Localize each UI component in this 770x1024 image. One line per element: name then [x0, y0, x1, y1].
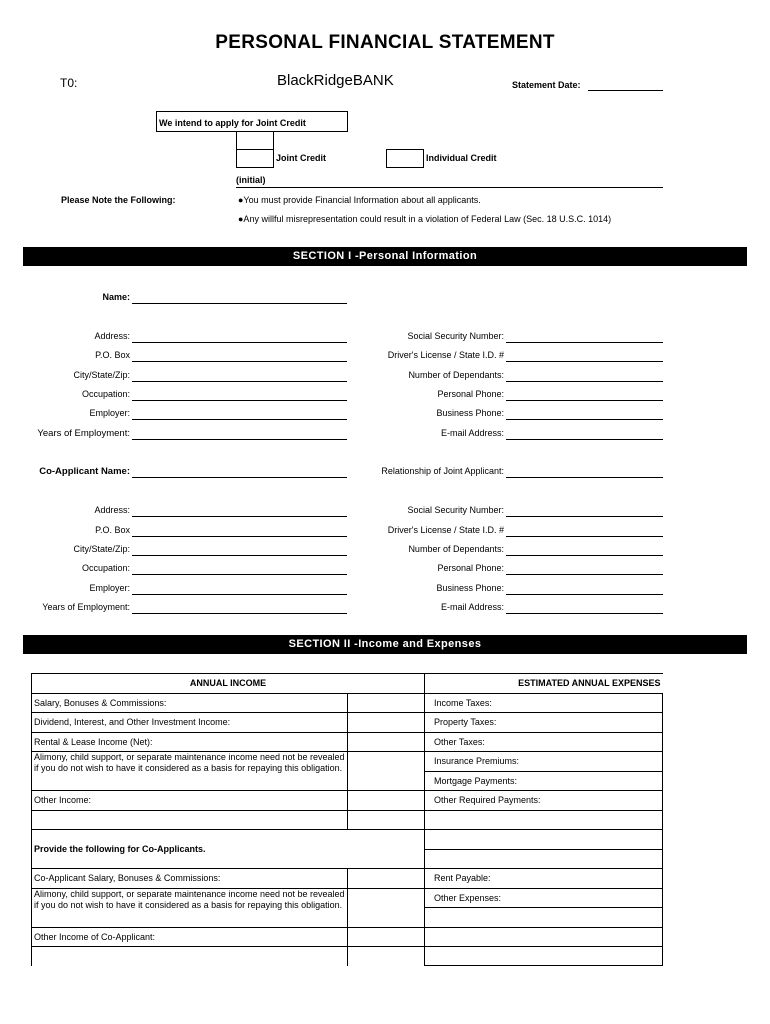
relationship-label: Relationship of Joint Applicant:	[381, 466, 504, 476]
coapplicant-ssn-label: Social Security Number:	[407, 505, 504, 515]
income-amount-cell[interactable]	[348, 733, 425, 752]
expense-label: Other Required Payments:	[425, 791, 663, 811]
joint-credit-intent-heading: We intend to apply for Joint Credit	[159, 118, 306, 128]
expense-label: Insurance Premiums:	[425, 752, 663, 772]
occupation-field[interactable]	[132, 400, 347, 401]
relationship-field[interactable]	[506, 477, 663, 478]
section-1-header: SECTION I -Personal Information	[23, 247, 747, 266]
income-amount-cell[interactable]	[348, 694, 425, 713]
coapplicant-name-label: Co-Applicant Name:	[39, 466, 130, 477]
income-amount-cell[interactable]	[348, 928, 425, 947]
dependants-field[interactable]	[506, 381, 663, 382]
income-label: Dividend, Interest, and Other Investment Income:	[32, 713, 348, 733]
ssn-field[interactable]	[506, 342, 663, 343]
individual-credit-checkbox[interactable]	[386, 149, 424, 168]
income-label: Other Income of Co-Applicant:	[32, 928, 348, 947]
employer-field[interactable]	[132, 419, 347, 420]
coapplicant-license-label: Driver's License / State I.D. #	[387, 525, 504, 535]
po-box-label: P.O. Box	[95, 350, 130, 360]
coapplicant-address-field[interactable]	[132, 516, 347, 517]
annual-income-header: ANNUAL INCOME	[32, 674, 425, 694]
coapplicant-employer-label: Employer:	[89, 583, 130, 593]
joint-credit-intent-box	[156, 111, 348, 132]
coapplicant-ssn-field[interactable]	[506, 516, 663, 517]
email-label: E-mail Address:	[440, 428, 504, 438]
section-2-header: SECTION II -Income and Expenses	[23, 635, 747, 654]
joint-initial-box-top[interactable]	[236, 131, 274, 150]
coapplicant-city-field[interactable]	[132, 555, 347, 556]
expense-label: Mortgage Payments:	[425, 772, 663, 791]
income-amount-cell[interactable]	[348, 791, 425, 811]
income-amount-cell[interactable]	[348, 811, 425, 830]
personal-phone-label: Personal Phone:	[437, 389, 504, 399]
expenses-header: ESTIMATED ANNUAL EXPENSES	[425, 674, 663, 694]
coapplicant-po-box-field[interactable]	[132, 536, 347, 537]
expense-label: Other Taxes:	[425, 733, 663, 752]
expense-label: Other Expenses:	[425, 889, 663, 908]
income-amount-cell[interactable]	[348, 869, 425, 889]
joint-credit-label: Joint Credit	[276, 153, 327, 163]
income-amount-cell[interactable]	[348, 947, 425, 966]
coapplicant-name-field[interactable]	[132, 477, 347, 478]
city-state-zip-field[interactable]	[132, 381, 347, 382]
expense-amount-cell[interactable]	[425, 811, 663, 830]
occupation-label: Occupation:	[81, 389, 130, 399]
po-box-field[interactable]	[132, 361, 347, 362]
expense-amount-cell[interactable]	[425, 850, 663, 869]
coapplicant-years-label: Years of Employment:	[42, 602, 130, 612]
coapplicant-dependants-label: Number of Dependants:	[408, 544, 504, 554]
expense-label: Income Taxes:	[425, 694, 663, 713]
coapplicant-dependants-field[interactable]	[506, 555, 663, 556]
income-label: Alimony, child support, or separate maintenance income need not be revealed if you do not wish to have it considered as a basis for repaying this obligation.	[32, 889, 348, 928]
coapplicant-business-phone-field[interactable]	[506, 594, 663, 595]
notes-label: Please Note the Following:	[61, 195, 176, 205]
expense-amount-cell[interactable]	[425, 908, 663, 928]
drivers-license-label: Driver's License / State I.D. #	[387, 350, 504, 360]
coapplicant-personal-phone-field[interactable]	[506, 574, 663, 575]
income-expenses-table	[31, 673, 663, 966]
income-amount-cell[interactable]	[348, 889, 425, 928]
coapplicant-email-field[interactable]	[506, 613, 663, 614]
coapplicant-po-box-label: P.O. Box	[95, 525, 130, 535]
business-phone-label: Business Phone:	[436, 408, 504, 418]
coapplicant-personal-phone-label: Personal Phone:	[437, 563, 504, 573]
expense-amount-cell[interactable]	[425, 928, 663, 947]
coapplicant-email-label: E-mail Address:	[440, 602, 504, 612]
income-label: Rental & Lease Income (Net):	[32, 733, 348, 752]
page-title: PERSONAL FINANCIAL STATEMENT	[215, 32, 555, 53]
joint-credit-checkbox[interactable]	[236, 149, 274, 168]
coapplicant-occupation-label: Occupation:	[81, 563, 130, 573]
to-label: T0:	[60, 76, 78, 90]
income-label	[32, 811, 348, 830]
coapplicant-license-field[interactable]	[506, 536, 663, 537]
employer-label: Employer:	[89, 408, 130, 418]
income-label-empty	[32, 947, 348, 966]
years-employment-field[interactable]	[132, 439, 347, 440]
coapplicant-city-label: City/State/Zip:	[73, 544, 130, 554]
address-label: Address:	[94, 331, 130, 341]
city-state-zip-label: City/State/Zip:	[73, 370, 130, 380]
name-field[interactable]	[132, 303, 347, 304]
coapplicant-income-heading: Provide the following for Co-Applicants.	[32, 830, 425, 869]
years-employment-label: Years of Employment:	[37, 428, 130, 439]
address-field[interactable]	[132, 342, 347, 343]
income-amount-cell[interactable]	[348, 713, 425, 733]
expense-amount-cell[interactable]	[425, 947, 663, 966]
coapplicant-address-label: Address:	[94, 505, 130, 515]
dependants-label: Number of Dependants:	[408, 370, 504, 380]
expense-label: Property Taxes:	[425, 713, 663, 733]
email-field[interactable]	[506, 439, 663, 440]
drivers-license-field[interactable]	[506, 361, 663, 362]
coapplicant-business-phone-label: Business Phone:	[436, 583, 504, 593]
coapplicant-occupation-field[interactable]	[132, 574, 347, 575]
initial-label: (initial)	[236, 175, 266, 185]
coapplicant-years-field[interactable]	[132, 613, 347, 614]
business-phone-field[interactable]	[506, 419, 663, 420]
income-label: Other Income:	[32, 791, 348, 811]
income-amount-cell[interactable]	[348, 752, 425, 791]
note-item: ●You must provide Financial Information about all applicants.	[238, 195, 481, 205]
bank-name: BlackRidgeBANK	[277, 72, 394, 89]
individual-credit-label: Individual Credit	[426, 153, 497, 163]
income-label: Salary, Bonuses & Commissions:	[32, 694, 348, 713]
coapplicant-employer-field[interactable]	[132, 594, 347, 595]
expense-label: Rent Payable:	[425, 869, 663, 889]
statement-date-field[interactable]	[588, 90, 663, 91]
divider	[236, 187, 663, 188]
personal-phone-field[interactable]	[506, 400, 663, 401]
name-label: Name:	[102, 292, 130, 302]
note-item: ●Any willful misrepresentation could result in a violation of Federal Law (Sec. 18 U.S.C. 1014)	[238, 214, 612, 224]
income-label: Alimony, child support, or separate maintenance income need not be revealed if you do not wish to have it considered as a basis for repaying this obligation.	[32, 752, 348, 791]
income-label: Co-Applicant Salary, Bonuses & Commissions:	[32, 869, 348, 889]
expense-amount-cell[interactable]	[425, 830, 663, 850]
ssn-label: Social Security Number:	[407, 331, 504, 341]
statement-date-label: Statement Date:	[512, 80, 581, 90]
